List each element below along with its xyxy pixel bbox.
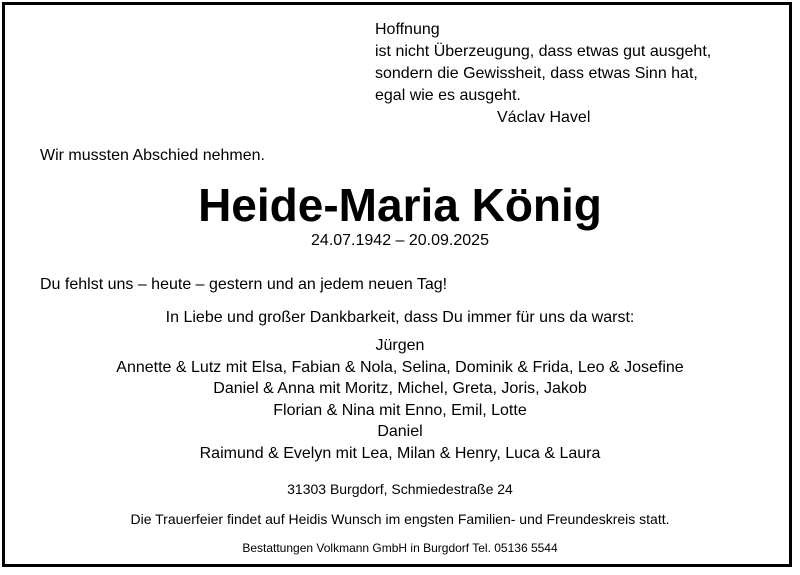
missing-message: Du fehlst uns – heute – gestern und an jedem neuen Tag!	[40, 276, 448, 293]
mourner-line: Raimund & Evelyn mit Lea, Milan & Henry, Luca & Laura	[199, 444, 601, 462]
mourner-line: Annette & Lutz mit Elsa, Fabian & Nola, Selina, Dominik & Frida, Leo & Josefine	[116, 358, 684, 376]
havel-quote	[375, 19, 711, 129]
family-address: 31303 Burgdorf, Schmiedestraße 24	[287, 481, 513, 497]
quote-line: sondern die Gewissheit, dass etwas Sinn hat,	[375, 65, 698, 82]
mourners-list	[0, 335, 800, 464]
mourner-line: Florian & Nina mit Enno, Emil, Lotte	[273, 401, 527, 419]
farewell-intro: Wir mussten Abschied nehmen.	[40, 147, 265, 164]
mourner-line: Jürgen	[375, 337, 425, 354]
quote-line: egal wie es ausgeht.	[375, 87, 521, 104]
ceremony-note: Die Trauerfeier findet auf Heidis Wunsch im engsten Familien- und Freundeskreis statt.	[130, 511, 670, 527]
mourner-line: Daniel & Anna mit Moritz, Michel, Greta, Joris, Jakob	[213, 380, 587, 397]
gratitude-line: In Liebe und großer Dankbarkeit, dass Du immer für uns da warst:	[165, 309, 635, 326]
life-dates: 24.07.1942 – 20.09.2025	[311, 232, 489, 249]
quote-author: Václav Havel	[497, 109, 591, 126]
undertaker-info: Bestattungen Volkmann GmbH in Burgdorf Tel. 05136 5544	[242, 541, 558, 555]
quote-line: Hoffnung	[375, 21, 440, 38]
quote-line: ist nicht Überzeugung, dass etwas gut ausgeht,	[375, 43, 712, 60]
deceased-name: Heide-Maria König	[198, 179, 602, 231]
mourner-line: Daniel	[377, 423, 423, 440]
